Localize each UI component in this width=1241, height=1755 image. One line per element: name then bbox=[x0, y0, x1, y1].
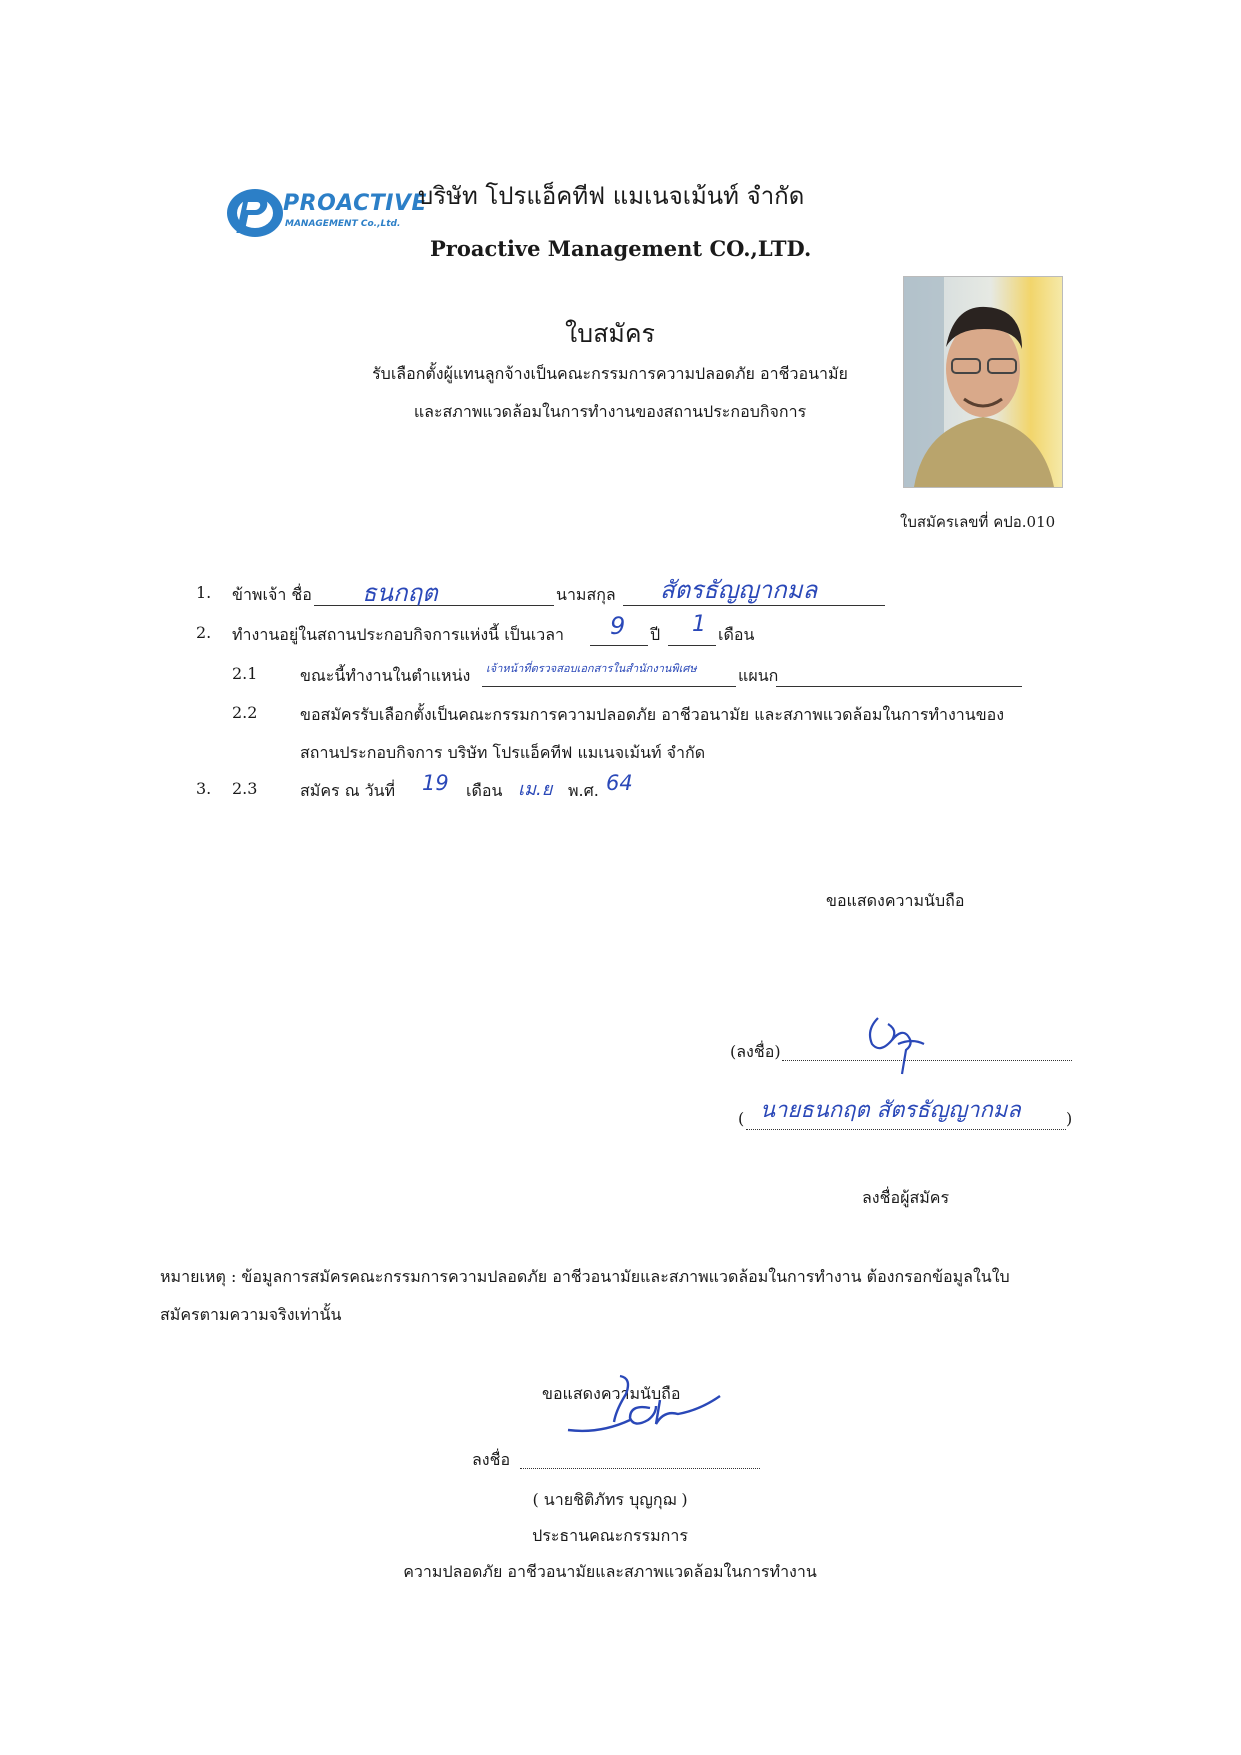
form-subtitle-2: และสภาพแวดล้อมในการทำงานของสถานประกอบกิจการ bbox=[413, 402, 807, 421]
chair-name: ( นายชิติภัทร บุญกุฌ ) bbox=[532, 1490, 688, 1509]
years-value: 9 bbox=[610, 612, 626, 640]
year-unit: ปี bbox=[650, 625, 661, 644]
apply-day-value: 19 bbox=[422, 771, 449, 795]
paren-close: ) bbox=[1066, 1109, 1073, 1128]
application-number: ใบสมัครเลขที่ คปอ.010 bbox=[900, 513, 1056, 531]
item-1-surname-label: นามสกุล bbox=[556, 585, 616, 604]
proactive-logo-icon bbox=[225, 183, 285, 243]
form-subtitle-1: รับเลือกตั้งผู้แทนลูกจ้างเป็นคณะกรรมการความปลอดภัย อาชีวอนามัย bbox=[372, 364, 848, 383]
logo-brand: PROACTIVE bbox=[283, 191, 428, 216]
chair-signature-line[interactable] bbox=[520, 1448, 760, 1469]
applicant-name-value: นายธนกฤต สัตรธัญญากมล bbox=[760, 1098, 1021, 1123]
note-line-2: สมัครตามความจริงเท่านั้น bbox=[160, 1305, 342, 1324]
item-1-name-label: ข้าพเจ้า ชื่อ bbox=[232, 585, 312, 604]
chair-title: ประธานคณะกรรมการ bbox=[532, 1526, 688, 1545]
surname-value: สัตรธัญญากมล bbox=[660, 576, 818, 604]
item-3-num: 3. bbox=[196, 779, 212, 798]
closing-regards: ขอแสดงความนับถือ bbox=[826, 891, 965, 910]
item-1-num: 1. bbox=[196, 583, 212, 602]
position-value: เจ้าหน้าที่ตรวจสอบเอกสารในสำนักงานพิเศษ bbox=[486, 662, 697, 675]
months-value: 1 bbox=[692, 612, 706, 637]
department-field[interactable] bbox=[776, 664, 1022, 687]
apply-date-label: สมัคร ณ วันที่ bbox=[300, 781, 396, 800]
apply-month-label: เดือน bbox=[466, 781, 503, 800]
apply-year-value: 64 bbox=[606, 771, 633, 795]
paren-open: ( bbox=[738, 1109, 745, 1128]
logo-sub: MANAGEMENT Co.,Ltd. bbox=[285, 219, 401, 229]
dept-label: แผนก bbox=[738, 666, 779, 685]
note-line-1: หมายเหตุ : ข้อมูลการสมัครคณะกรรมการความปลอดภัย อาชีวอนามัยและสภาพแวดล้อมในการทำงาน ต้องกรอกข้อมูลในใบ bbox=[160, 1267, 1010, 1286]
company-name-th: บริษัท โปรแอ็คทีฟ แมเนจเม้นท์ จำกัด bbox=[418, 182, 805, 210]
company-logo bbox=[225, 183, 428, 243]
item-2-num: 2. bbox=[196, 623, 212, 642]
month-unit: เดือน bbox=[718, 625, 755, 644]
item-2-2-line-1: ขอสมัครรับเลือกตั้งเป็นคณะกรรมการความปลอดภัย อาชีวอนามัย และสภาพแวดล้อมในการทำงานของ bbox=[300, 705, 1005, 724]
item-2-3-num: 2.3 bbox=[232, 779, 258, 798]
applicant-photo bbox=[903, 276, 1063, 488]
first-name-value: ธนกฤต bbox=[362, 579, 438, 607]
apply-month-value: เม.ย bbox=[518, 779, 553, 800]
applicant-signature-icon bbox=[858, 1010, 938, 1080]
applicant-caption: ลงชื่อผู้สมัคร bbox=[862, 1188, 950, 1207]
item-2-label: ทำงานอยู่ในสถานประกอบกิจการแห่งนี้ เป็นเวลา bbox=[232, 625, 564, 644]
chair-sign-label: ลงชื่อ bbox=[472, 1450, 511, 1469]
item-2-1-num: 2.1 bbox=[232, 664, 258, 683]
chair-committee: ความปลอดภัย อาชีวอนามัยและสภาพแวดล้อมในการทำงาน bbox=[403, 1562, 817, 1581]
item-2-1-label: ขณะนี้ทำงานในตำแหน่ง bbox=[300, 666, 471, 685]
apply-year-label: พ.ศ. bbox=[568, 781, 599, 800]
person-photo-icon bbox=[904, 277, 1062, 487]
form-title: ใบสมัคร bbox=[565, 319, 655, 348]
chair-regards: ขอแสดงความนับถือ bbox=[542, 1384, 681, 1403]
closing-sign-label: (ลงชื่อ) bbox=[730, 1042, 781, 1061]
company-name-en: Proactive Management CO.,LTD. bbox=[430, 236, 812, 261]
item-2-2-num: 2.2 bbox=[232, 703, 258, 722]
item-2-2-line-2: สถานประกอบกิจการ บริษัท โปรแอ็คทีฟ แมเนจเม้นท์ จำกัด bbox=[300, 743, 706, 762]
chair-signature-icon bbox=[560, 1370, 730, 1440]
